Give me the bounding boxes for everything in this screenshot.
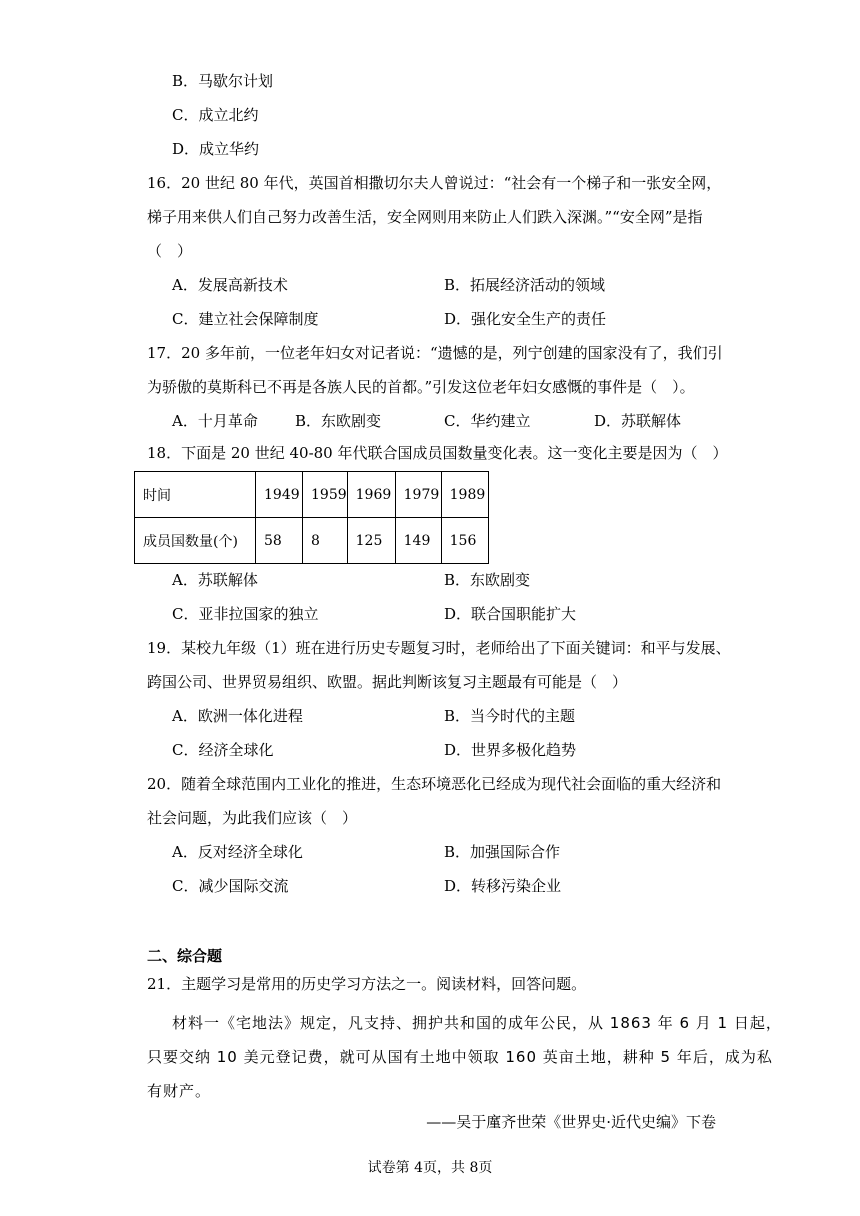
q15-option-d: D．成立华约 <box>172 140 260 158</box>
q21-material1-line2: 只要交纳 10 美元登记费，就可从国有土地中领取 160 英亩土地，耕种 5 年后，成为私 <box>147 1048 773 1066</box>
un-members-table <box>134 471 489 564</box>
table-cell: 1949 <box>256 472 303 518</box>
q16-option-a: A．发展高新技术 <box>172 276 288 294</box>
q21-material1-line3: 有财产。 <box>147 1082 212 1100</box>
q21-source: ——吴于廑齐世荣《世界史·近代史编》下卷 <box>426 1113 716 1131</box>
q20-option-a: A．反对经济全球化 <box>172 843 303 861</box>
q19-option-c: C．经济全球化 <box>172 741 274 759</box>
q17-stem-line2: 为骄傲的莫斯科已不再是各族人民的首都。”引发这位老年妇女感慨的事件是（ ）。 <box>147 378 695 396</box>
q18-stem-line1: 18．下面是 20 世纪 40-80 年代联合国成员国数量变化表。这一变化主要是因为（ ） <box>147 444 728 462</box>
q15-option-b: B．马歇尔计划 <box>172 72 274 90</box>
q19-stem-line1: 19．某校九年级（1）班在进行历史专题复习时，老师给出了下面关键词：和平与发展、 <box>147 639 731 657</box>
table-cell: 1979 <box>395 472 441 518</box>
table-cell: 1989 <box>441 472 488 518</box>
q21-stem-line1: 21．主题学习是常用的历史学习方法之一。阅读材料，回答问题。 <box>147 975 587 993</box>
table-cell: 149 <box>395 518 441 564</box>
q16-stem-line2: 梯子用来供人们自己努力改善生活，安全网则用来防止人们跌入深渊。”“安全网”是指 <box>147 208 703 226</box>
q16-option-b: B．拓展经济活动的领域 <box>444 276 606 294</box>
table-cell: 时间 <box>135 472 256 518</box>
q17-option-c: C．华约建立 <box>444 412 531 430</box>
q16-stem-line1: 16．20 世纪 80 年代，英国首相撒切尔夫人曾说过：“社会有一个梯子和一张安全网， <box>147 174 722 192</box>
q20-option-c: C．减少国际交流 <box>172 877 289 895</box>
table-cell: 8 <box>303 518 348 564</box>
q17-stem-line1: 17．20 多年前，一位老年妇女对记者说：“遗憾的是，列宁创建的国家没有了，我们引 <box>147 344 723 362</box>
q17-option-b: B．东欧剧变 <box>295 412 382 430</box>
q19-option-a: A．欧洲一体化进程 <box>172 707 303 725</box>
q17-option-a: A．十月革命 <box>172 412 258 430</box>
table-cell: 125 <box>347 518 395 564</box>
q20-stem-line1: 20．随着全球范围内工业化的推进，生态环境恶化已经成为现代社会面临的重大经济和 <box>147 775 722 793</box>
q16-stem-line3: （ ） <box>147 242 193 260</box>
q19-option-d: D．世界多极化趋势 <box>444 741 577 759</box>
table-cell: 156 <box>441 518 488 564</box>
q17-option-d: D．苏联解体 <box>594 412 682 430</box>
q16-option-d: D．强化安全生产的责任 <box>444 310 607 328</box>
table-cell: 1959 <box>303 472 348 518</box>
section-heading: 二、综合题 <box>147 947 223 965</box>
q20-option-b: B．加强国际合作 <box>444 843 561 861</box>
q20-stem-line2: 社会问题，为此我们应该（ ） <box>147 809 358 827</box>
q19-option-b: B．当今时代的主题 <box>444 707 576 725</box>
page-footer: 试卷第 4页，共 8页 <box>367 1160 493 1176</box>
table-row <box>135 518 489 564</box>
q20-option-d: D．转移污染企业 <box>444 877 562 895</box>
q18-option-b: B．东欧剧变 <box>444 571 531 589</box>
table-cell: 成员国数量(个) <box>135 518 256 564</box>
q18-option-c: C．亚非拉国家的独立 <box>172 605 319 623</box>
q21-material1-line1: 材料一《宅地法》规定，凡支持、拥护共和国的成年公民，从 1863 年 6 月 1 日起， <box>172 1014 782 1032</box>
table-cell: 1969 <box>347 472 395 518</box>
q19-stem-line2: 跨国公司、世界贸易组织、欧盟。据此判断该复习主题最有可能是（ ） <box>147 673 628 691</box>
table-cell: 58 <box>256 518 303 564</box>
table-row <box>135 472 489 518</box>
q18-option-a: A．苏联解体 <box>172 571 258 589</box>
q16-option-c: C．建立社会保障制度 <box>172 310 319 328</box>
q15-option-c: C．成立北约 <box>172 106 259 124</box>
q18-option-d: D．联合国职能扩大 <box>444 605 577 623</box>
